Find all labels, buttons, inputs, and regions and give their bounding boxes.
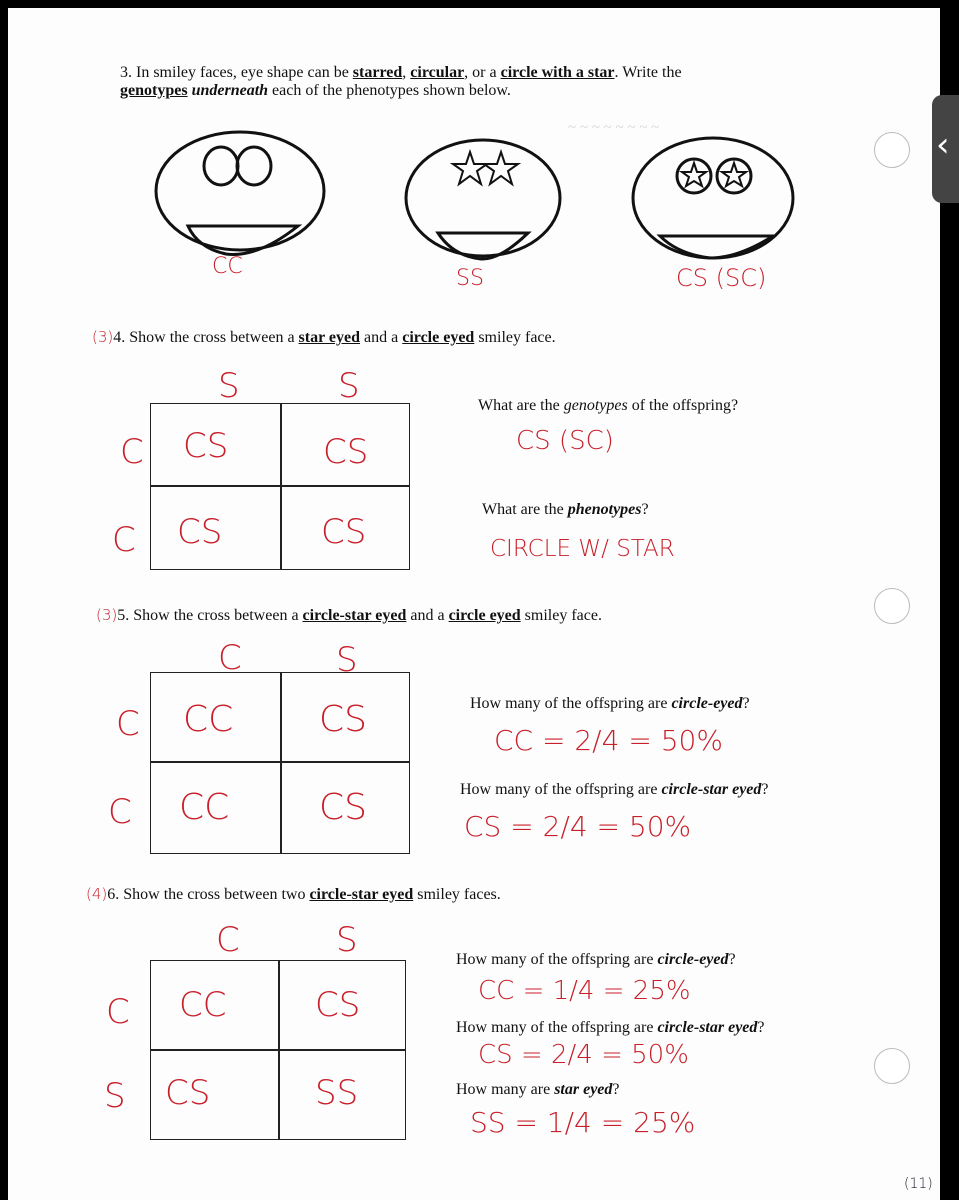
q6-score: (4) bbox=[86, 885, 108, 903]
q6-side-allele-2: S bbox=[104, 1076, 126, 1116]
q5-top-allele-1: C bbox=[218, 638, 242, 678]
q3-answer-circle: CC bbox=[212, 254, 243, 279]
q4-cell: CS bbox=[323, 432, 369, 472]
q6-star-question: How many are star eyed? bbox=[456, 1081, 620, 1098]
q6-cell: CC bbox=[179, 985, 227, 1025]
q4-genotype-question: What are the genotypes of the offspring? bbox=[478, 397, 739, 414]
q3-answer-circle-star: CS (SC) bbox=[676, 264, 767, 292]
q4-phenotype-answer: CIRCLE W/ STAR bbox=[490, 536, 675, 562]
q3-line-1: 3. In smiley faces, eye shape can be starred, circular, or a circle with a star. Write the bbox=[120, 64, 682, 81]
bleed-through-text: ~ ~ ~ ~ ~ ~ ~ ~ bbox=[568, 120, 660, 136]
circle-eyed-face bbox=[156, 132, 324, 254]
q5-cell: CC bbox=[179, 787, 230, 828]
q5-circle-star-answer: CS = 2/4 = 50% bbox=[464, 810, 692, 843]
q6-cell: CS bbox=[315, 985, 361, 1025]
q6-circle-star-question: How many of the offspring are circle-star eyed? bbox=[456, 1019, 765, 1036]
q6-punnett-square bbox=[150, 960, 406, 1140]
q6-top-allele-1: C bbox=[216, 920, 240, 960]
total-score: (11) bbox=[904, 1176, 933, 1192]
star-eyed-face bbox=[406, 140, 560, 259]
q4-score: (3) bbox=[92, 328, 114, 346]
q4-side-allele-2: C bbox=[112, 520, 136, 560]
q4-top-allele-1: S bbox=[218, 366, 240, 406]
q5-circle-answer: CC = 2/4 = 50% bbox=[494, 724, 723, 757]
smiley-faces bbox=[148, 126, 818, 276]
q5-punnett-square bbox=[150, 672, 410, 854]
worksheet-page bbox=[8, 8, 940, 1200]
binder-hole bbox=[874, 1048, 910, 1084]
q4-phenotype-question: What are the phenotypes? bbox=[482, 501, 649, 518]
q4-prompt: (3)4. Show the cross between a star eyed and a circle eyed smiley face. bbox=[92, 328, 556, 346]
q6-cell: CS bbox=[165, 1073, 211, 1113]
q3-answer-star: SS bbox=[456, 266, 484, 291]
q5-circle-question: How many of the offspring are circle-eyed? bbox=[470, 695, 750, 712]
q4-cell: CS bbox=[321, 512, 367, 552]
q6-prompt: (4)6. Show the cross between two circle-star eyed smiley faces. bbox=[86, 885, 501, 903]
q5-cell: CS bbox=[319, 699, 367, 740]
binder-hole bbox=[874, 132, 910, 168]
q6-circle-answer: CC = 1/4 = 25% bbox=[478, 976, 691, 1006]
q5-cell: CC bbox=[183, 699, 234, 740]
q4-cell: CS bbox=[183, 426, 229, 466]
binder-hole bbox=[874, 588, 910, 624]
q5-top-allele-2: S bbox=[336, 640, 358, 680]
q4-genotype-answer: CS (SC) bbox=[516, 426, 614, 456]
q4-punnett-square bbox=[150, 403, 410, 570]
chevron-left-icon: ‹ bbox=[936, 125, 950, 165]
q6-circle-star-answer: CS = 2/4 = 50% bbox=[478, 1040, 689, 1070]
q6-cell: SS bbox=[315, 1073, 359, 1113]
q4-top-allele-2: S bbox=[338, 366, 360, 406]
q5-side-allele-2: C bbox=[108, 792, 132, 832]
side-panel-tab[interactable] bbox=[932, 95, 959, 203]
circle-star-eyed-face bbox=[633, 138, 793, 258]
q3-line-2: genotypes underneath each of the phenotypes shown below. bbox=[120, 82, 511, 99]
q6-star-answer: SS = 1/4 = 25% bbox=[470, 1106, 696, 1139]
q6-top-allele-2: S bbox=[336, 920, 358, 960]
q5-cell: CS bbox=[319, 787, 367, 828]
q4-side-allele-1: C bbox=[120, 432, 144, 472]
q5-side-allele-1: C bbox=[116, 704, 140, 744]
q6-circle-question: How many of the offspring are circle-eyed? bbox=[456, 951, 736, 968]
q5-prompt: (3)5. Show the cross between a circle-star eyed and a circle eyed smiley face. bbox=[96, 606, 602, 624]
q4-cell: CS bbox=[177, 512, 223, 552]
q5-circle-star-question: How many of the offspring are circle-star eyed? bbox=[460, 781, 769, 798]
q5-score: (3) bbox=[96, 606, 118, 624]
q6-side-allele-1: C bbox=[106, 992, 130, 1032]
